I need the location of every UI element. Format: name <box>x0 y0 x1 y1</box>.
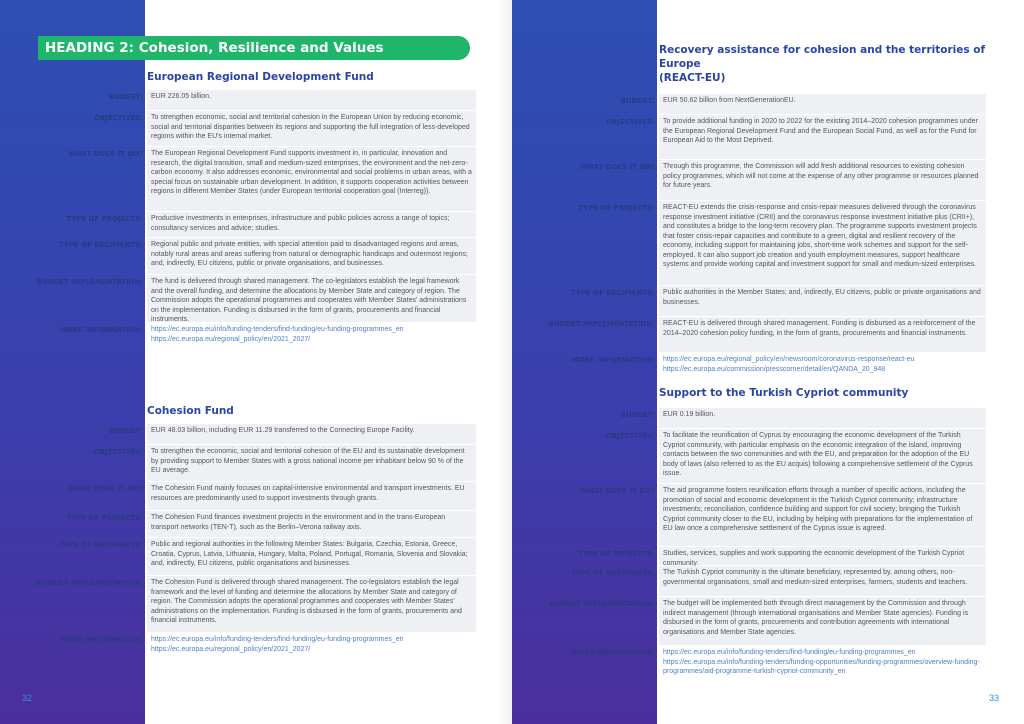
react-budget-row <box>512 94 986 114</box>
more-info-label: MORE INFORMATION: <box>59 326 143 334</box>
tc-what-row <box>512 484 986 546</box>
budget-value: EUR 50.62 billion from NextGenerationEU. <box>659 94 986 114</box>
left-page <box>0 0 497 724</box>
cf-title: Cohesion Fund <box>147 405 234 417</box>
projects-label: TYPE OF PROJECTS: <box>66 514 143 522</box>
tc-info-row <box>512 646 986 682</box>
erdf-what-row <box>0 147 476 211</box>
objectives-value: To provide additional funding in 2020 to 2022 for the existing 2014–2020 cohesion programmes under the European Regional Development Fund and the European Social Fund, as well as for the Fund for European Aid to the Most Deprived. <box>659 115 986 159</box>
react-what-row <box>512 160 986 200</box>
implementation-label: BUDGET IMPLEMENTATION: <box>548 600 655 608</box>
react-title <box>659 43 986 85</box>
more-info-links <box>147 323 476 348</box>
projects-value: REACT-EU extends the crisis-response and crisis-repair measures delivered through the coronavirus response investment initiative (CRII) and the coronavirus response investment initiative plus (CRII+), and constitutes a bridge to the long-term recovery plan. The programme supports investment projects that foster crisis-repair capacities and contribute to a green, digital and resilient recovery of the economy, including support for maintaining jobs, short-time work schemes and support for the self-employed. It can also support job creation and youth employment measures, support healthcare systems and provide working capital and investment support for small and medium-sized enterprises. <box>659 201 986 285</box>
page-number-right: 33 <box>989 693 1000 703</box>
react-recipients-row <box>512 286 986 316</box>
objectives-value: To strengthen economic, social and territorial cohesion in the European Union by reducing economic, social and territorial disparities between its regions and supporting the full integration of less-developed regions within the EU's internal market. <box>147 111 476 146</box>
page-gutter <box>497 0 512 724</box>
what-label: WHAT DOES IT DO? <box>580 163 655 171</box>
projects-value: Productive investments in enterprises, infrastructure and public policies across a range of topics; consultancy services and advice; studies. <box>147 212 476 237</box>
info-link[interactable]: https://ec.europa.eu/info/funding-tenders/find-funding/eu-funding-programmes_en <box>663 649 916 656</box>
info-link[interactable]: https://ec.europa.eu/commission/presscorner/detail/en/QANDA_20_948 <box>663 365 886 373</box>
more-info-label: MORE INFORMATION: <box>59 636 143 644</box>
recipients-label: TYPE OF RECIPIENTS: <box>59 541 143 549</box>
cf-implementation-row <box>0 576 476 632</box>
implementation-value: The Cohesion Fund is delivered through shared management. The co-legislators establish the legal framework and the level of funding and determine the allocations by Member State and category of region. The Commission adopts the operational programmes and cooperates with Member States' administrations on the implementation. Funding is disbursed in the form of grants, procurements and financial instruments. <box>147 576 476 632</box>
turkish-title: Support to the Turkish Cypriot community <box>659 387 909 399</box>
recipients-value: Public and regional authorities in the following Member States: Bulgaria, Czechia, Estonia, Greece, Croatia, Cyprus, Latvia, Lithuania, Hungary, Malta, Poland, Portugal, Romania, Slovenia and Slovakia; and, indirectly, EU citizens, public organisations and businesses. <box>147 538 476 575</box>
react-title-line2: (REACT-EU) <box>659 72 726 84</box>
erdf-objectives-row <box>0 111 476 146</box>
objectives-value: To strengthen the economic, social and territorial cohesion of the EU and its sustainable development by providing support to Member States with a gross national income per inhabitant below 90 % of the EU average. <box>147 445 476 481</box>
budget-value: EUR 226.05 billion. <box>147 90 476 110</box>
projects-label: TYPE OF PROJECTS: <box>66 215 143 223</box>
what-value: The Cohesion Fund mainly focuses on capital-intensive environmental and transport investments. EU resources are predominantly used to support investments through grants. <box>147 482 476 510</box>
cf-objectives-row <box>0 445 476 481</box>
objectives-label: OBJECTIVES: <box>94 114 143 122</box>
tc-objectives-row <box>512 429 986 483</box>
page-number-left: 32 <box>22 693 33 703</box>
objectives-label: OBJECTIVES: <box>606 118 655 126</box>
recipients-label: TYPE OF RECIPIENTS: <box>59 241 143 249</box>
react-projects-row <box>512 201 986 285</box>
erdf-info-row <box>0 323 476 348</box>
what-label: WHAT DOES IT DO? <box>580 487 655 495</box>
what-label: WHAT DOES IT DO? <box>68 150 143 158</box>
turkish-cypriot-section <box>512 386 986 683</box>
what-value: The European Regional Development Fund supports investment in, in particular, innovation and research, the digital transition, small and medium-sized enterprises, the environment and the net-zero-carbon economy. It also addresses economic, environmental and social problems in urban areas, with a special focus on sustainable urban development. In addition, it supports cooperation activities between regions in different Member States (under European territorial cooperation goal (Interreg)). <box>147 147 476 211</box>
react-info-row <box>512 353 986 379</box>
objectives-label: OBJECTIVES: <box>606 432 655 440</box>
what-value: The aid programme fosters reunification efforts through a number of specific actions, including the promotion of social and economic development in the Turkish Cypriot community; infrastructure investments; reconciliation, confidence building and support for civil society; bringing the Turkish Cypriot community closer to the EU, including by helping with preparations for the implementation of EU law once a comprehensive settlement of the Cyprus issue is agreed. <box>659 484 986 546</box>
cf-recipients-row <box>0 538 476 575</box>
more-info-links <box>659 646 986 682</box>
implementation-label: BUDGET IMPLEMENTATION: <box>36 278 143 286</box>
tc-implementation-row <box>512 597 986 645</box>
react-objectives-row <box>512 115 986 159</box>
recipients-value: Public authorities in the Member States; and, indirectly, EU citizens, public or private organisations and businesses. <box>659 286 986 316</box>
recipients-value: The Turkish Cypriot community is the ultimate beneficiary, represented by, among others, non-governmental organisations, small and medium-sized enterprises, farmers, students and teachers. <box>659 566 986 596</box>
implementation-label: BUDGET IMPLEMENTATION: <box>36 579 143 587</box>
erdf-recipients-row <box>0 238 476 274</box>
budget-value: EUR 0.19 billion. <box>659 408 986 428</box>
more-info-links <box>659 353 986 379</box>
budget-label: BUDGET: <box>108 93 143 101</box>
budget-label: BUDGET: <box>620 411 655 419</box>
react-eu-section <box>512 43 986 380</box>
erdf-title: European Regional Development Fund <box>147 71 374 83</box>
more-info-label: MORE INFORMATION: <box>571 649 655 657</box>
projects-label: TYPE OF PROJECTS: <box>578 204 655 212</box>
cf-budget-row <box>0 424 476 444</box>
info-link[interactable]: https://ec.europa.eu/regional_policy/en/2021_2027/ <box>151 335 311 343</box>
objectives-value: To facilitate the reunification of Cyprus by encouraging the economic development of the Turkish Cypriot community, with particular emphasis on the economic integration of the island, improving contacts between the two communities and with the EU, and preparation for the adoption of the EU body of laws (also referred to as the EU acquis) following a comprehensive settlement of the Cyprus issue. <box>659 429 986 483</box>
tc-budget-row <box>512 408 986 428</box>
projects-value: The Cohesion Fund finances investment projects in the environment and in the trans-European transport networks (TEN-T), such as the Berlin–Verona railway axis. <box>147 511 476 537</box>
projects-value: Studies, services, supplies and work supporting the economic development of the Turkish Cypriot community. <box>659 547 986 565</box>
tc-recipients-row <box>512 566 986 596</box>
objectives-label: OBJECTIVES: <box>94 448 143 456</box>
info-link[interactable]: https://ec.europa.eu/regional_policy/en/newsroom/coronavirus-response/react-eu <box>663 356 915 363</box>
budget-label: BUDGET: <box>108 427 143 435</box>
recipients-label: TYPE OF RECIPIENTS: <box>571 569 655 577</box>
what-value: Through this programme, the Commission will add fresh additional resources to existing cohesion policy programmes, which will not come at the expense of any other programme or resources planned for future years. <box>659 160 986 200</box>
projects-label: TYPE OF PROJECTS: <box>578 550 655 558</box>
implementation-value: REACT-EU is delivered through shared management. Funding is disbursed as a reinforcement of the 2014–2020 cohesion policy funding, in the form of grants, procurements and financial instruments. <box>659 317 986 352</box>
info-link[interactable]: https://ec.europa.eu/info/funding-tenders/find-funding/eu-funding-programmes_en <box>151 326 404 333</box>
cf-info-row <box>0 633 476 658</box>
erdf-budget-row <box>0 90 476 110</box>
implementation-label: BUDGET IMPLEMENTATION: <box>548 320 655 328</box>
recipients-label: TYPE OF RECIPIENTS: <box>571 289 655 297</box>
recipients-value: Regional public and private entities, with special attention paid to disadvantaged regions and areas, notably rural areas and areas suffering from natural or demographic handicaps and outermost regions; and, indirectly, EU citizens, public or private organisations, and businesses. <box>147 238 476 274</box>
info-link[interactable]: https://ec.europa.eu/info/funding-tenders/find-funding/eu-funding-programmes_en <box>151 636 404 643</box>
erdf-implementation-row <box>0 275 476 322</box>
cf-projects-row <box>0 511 476 537</box>
info-link[interactable]: https://ec.europa.eu/regional_policy/en/2021_2027/ <box>151 645 311 653</box>
react-implementation-row <box>512 317 986 352</box>
cf-what-row <box>0 482 476 510</box>
erdf-section <box>0 70 476 349</box>
implementation-value: The budget will be implemented both through direct management by the Commission and through indirect management (through international organisations and Member State agencies). Funding is disbursed in the form of grants, procurements and contribution agreements with international organisations and Member State agencies. <box>659 597 986 645</box>
heading-banner: HEADING 2: Cohesion, Resilience and Values <box>38 36 470 60</box>
right-page <box>512 0 1024 724</box>
budget-label: BUDGET: <box>620 97 655 105</box>
tc-projects-row <box>512 547 986 565</box>
what-label: WHAT DOES IT DO? <box>68 485 143 493</box>
erdf-projects-row <box>0 212 476 237</box>
more-info-links <box>147 633 476 658</box>
react-title-line1: Recovery assistance for cohesion and the territories of Europe <box>659 44 986 70</box>
cohesion-fund-section <box>0 404 476 659</box>
info-link[interactable]: https://ec.europa.eu/info/funding-tenders/funding-opportunities/funding-programmes/overview-funding-programmes/aid-programme-turkish-cypriot-community_en <box>663 658 980 675</box>
implementation-value: The fund is delivered through shared management. The co-legislators establish the legal framework and the overall funding, and determine the allocations by Member State and category of region. The Commission adopts the operational programmes and cooperates with Member States' administrations on the implementation. Funding is disbursed in the form of grants, procurements and financial instruments. <box>147 275 476 322</box>
budget-value: EUR 48.03 billion, including EUR 11.29 transferred to the Connecting Europe Facility. <box>147 424 476 444</box>
more-info-label: MORE INFORMATION: <box>571 356 655 364</box>
